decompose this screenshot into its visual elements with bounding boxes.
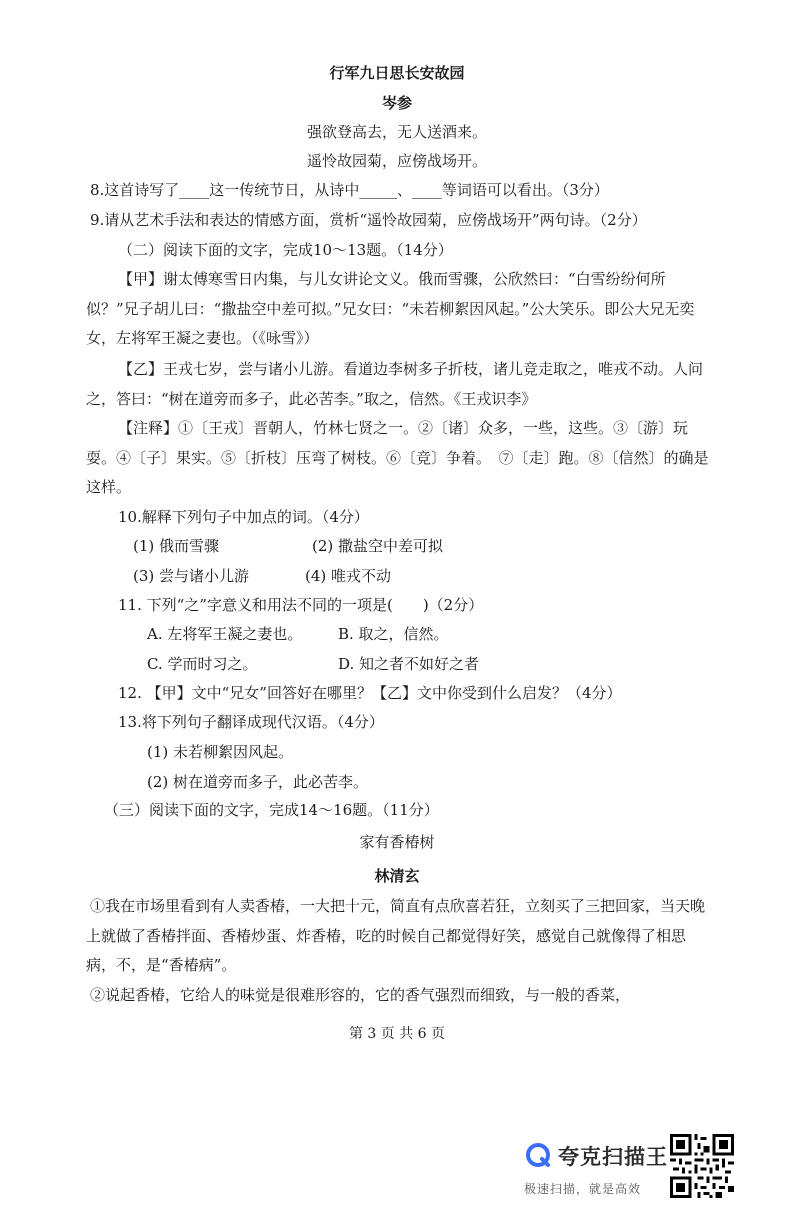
q10-item-3: (3) 尝与诸小儿游 bbox=[133, 567, 250, 585]
essay-paragraph-2: ②说起香椿，它给人的味觉是很难形容的，它的香气强烈而细致，与一般的香菜， bbox=[90, 986, 631, 1004]
q11-option-a: A. 左将军王凝之妻也。 bbox=[147, 625, 303, 643]
section-2-heading: （二）阅读下面的文字，完成10～13题。（14分） bbox=[118, 241, 453, 259]
q11-option-c: C. 学而时习之。 bbox=[147, 655, 258, 673]
question-13: 13.将下列句子翻译成现代汉语。（4分） bbox=[118, 713, 384, 731]
question-10: 10.解释下列句子中加点的词。（4分） bbox=[118, 508, 369, 526]
scanner-brand-name: 夸克扫描王 bbox=[558, 1145, 668, 1169]
scanner-slogan: 极速扫描，就是高效 bbox=[524, 1182, 642, 1196]
passage-notes: 【注释】①〔王戎〕晋朝人，竹林七贤之一。②〔诸〕众多，一些，这些。③〔游〕玩耍。④〔子〕果实。⑤〔折枝〕压弯了树枝。⑥〔竞〕争着。 ⑦〔走〕跑。⑧〔信然〕的确是这样。 bbox=[86, 419, 709, 496]
poem-line-1: 强欲登高去，无人送酒来。 bbox=[306, 123, 487, 141]
qr-code-icon bbox=[670, 1134, 734, 1198]
question-12: 12. 【甲】文中“兄女”回答好在哪里？【乙】文中你受到什么启发？（4分） bbox=[118, 684, 622, 702]
q11-option-d: D. 知之者不如好之者 bbox=[338, 655, 480, 673]
q10-item-1-prefix: (1) 俄而雪骤 bbox=[133, 537, 220, 555]
q11-option-b: B. 取之，信然。 bbox=[338, 625, 449, 643]
essay-paragraph-1: ①我在市场里看到有人卖香椿，一大把十元，简直有点欣喜若狂，立刻买了三把回家，当天晚上就做了香椿拌面、香椿炒蛋、炸香椿，吃的时候自己都觉得好笑，感觉自己就像得了相思病，不，是“香椿病”。 bbox=[86, 897, 706, 974]
poem-author: 岑参 bbox=[381, 94, 412, 112]
question-8: 8.这首诗写了____这一传统节日，从诗中_____、____等词语可以看出。（3分） bbox=[90, 181, 609, 199]
q13-item-2: (2) 树在道旁而多子，此必苦李。 bbox=[147, 773, 369, 791]
q10-item-1 bbox=[133, 536, 219, 556]
passage-jia: 【甲】谢太傅寒雪日内集，与儿女讲论文义。俄而雪骤，公欣然曰：“白雪纷纷何所似？”兄子胡儿曰：“撒盐空中差可拟。”兄女曰：“未若柳絮因风起。”公大笑乐。即公大兄无奕女，左将军王凝之妻也。（《咏雪》） bbox=[86, 270, 695, 347]
quark-logo-icon bbox=[525, 1142, 551, 1168]
poem-line-2: 遥怜故园菊，应傍战场开。 bbox=[306, 152, 487, 170]
q10-item-4: (4) 唯戎不动 bbox=[305, 567, 392, 585]
question-11: 11. 下列“之”字意义和用法不同的一项是( )（2分） bbox=[118, 596, 484, 614]
essay-author: 林清玄 bbox=[374, 867, 420, 885]
question-9: 9.请从艺术手法和表达的情感方面，赏析“遥怜故园菊，应傍战场开”两句诗。（2分） bbox=[90, 211, 647, 229]
poem-title: 行军九日思长安故园 bbox=[329, 64, 465, 82]
page-footer: 第 3 页 共 6 页 bbox=[348, 1026, 446, 1042]
scanner-watermark bbox=[520, 1133, 668, 1203]
section-3-heading: （三）阅读下面的文字，完成14～16题。（11分） bbox=[104, 801, 439, 819]
passage-yi: 【乙】王戎七岁，尝与诸小儿游。看道边李树多子折枝，诸儿竞走取之，唯戎不动。人问之，答曰：“树在道旁而多子，此必苦李。”取之，信然。《王戎识李》 bbox=[86, 360, 704, 408]
essay-title: 家有香椿树 bbox=[359, 833, 435, 851]
q10-item-2: (2) 撒盐空中差可拟 bbox=[312, 537, 444, 555]
q13-item-1: (1) 未若柳絮因风起。 bbox=[147, 743, 294, 761]
